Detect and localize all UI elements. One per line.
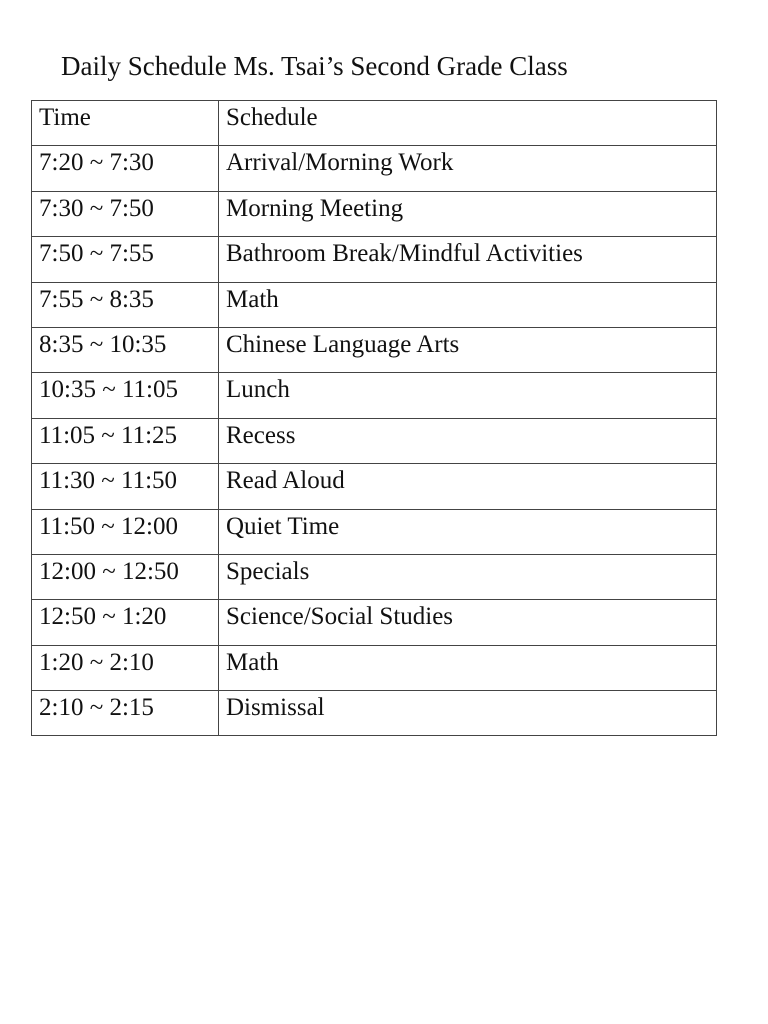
table-row <box>32 146 717 191</box>
table-header-row <box>32 101 717 146</box>
table-row <box>32 645 717 690</box>
activity-cell: Science/Social Studies <box>219 600 717 645</box>
time-cell: 7:55 ~ 8:35 <box>32 282 219 327</box>
table-row <box>32 691 717 736</box>
page-title: Daily Schedule Ms. Tsai’s Second Grade Class <box>61 51 568 81</box>
table-row <box>32 373 717 418</box>
time-cell: 2:10 ~ 2:15 <box>32 691 219 736</box>
time-cell: 11:50 ~ 12:00 <box>32 509 219 554</box>
time-cell: 11:30 ~ 11:50 <box>32 464 219 509</box>
time-cell: 7:50 ~ 7:55 <box>32 237 219 282</box>
activity-cell: Lunch <box>219 373 717 418</box>
table-row <box>32 554 717 599</box>
header-schedule: Schedule <box>219 101 717 146</box>
time-cell: 1:20 ~ 2:10 <box>32 645 219 690</box>
activity-cell: Math <box>219 645 717 690</box>
schedule-table <box>31 100 717 736</box>
activity-cell: Recess <box>219 418 717 463</box>
table-row <box>32 464 717 509</box>
time-cell: 12:00 ~ 12:50 <box>32 554 219 599</box>
activity-cell: Dismissal <box>219 691 717 736</box>
time-cell: 12:50 ~ 1:20 <box>32 600 219 645</box>
activity-cell: Arrival/Morning Work <box>219 146 717 191</box>
activity-cell: Read Aloud <box>219 464 717 509</box>
table-row <box>32 418 717 463</box>
time-cell: 7:20 ~ 7:30 <box>32 146 219 191</box>
table-row <box>32 509 717 554</box>
table-row <box>32 600 717 645</box>
time-cell: 11:05 ~ 11:25 <box>32 418 219 463</box>
activity-cell: Specials <box>219 554 717 599</box>
time-cell: 10:35 ~ 11:05 <box>32 373 219 418</box>
activity-cell: Quiet Time <box>219 509 717 554</box>
time-cell: 8:35 ~ 10:35 <box>32 327 219 372</box>
activity-cell: Bathroom Break/Mindful Activities <box>219 237 717 282</box>
activity-cell: Morning Meeting <box>219 191 717 236</box>
time-cell: 7:30 ~ 7:50 <box>32 191 219 236</box>
table-row <box>32 191 717 236</box>
activity-cell: Math <box>219 282 717 327</box>
table-row <box>32 237 717 282</box>
header-time: Time <box>32 101 219 146</box>
table-row <box>32 327 717 372</box>
activity-cell: Chinese Language Arts <box>219 327 717 372</box>
table-row <box>32 282 717 327</box>
